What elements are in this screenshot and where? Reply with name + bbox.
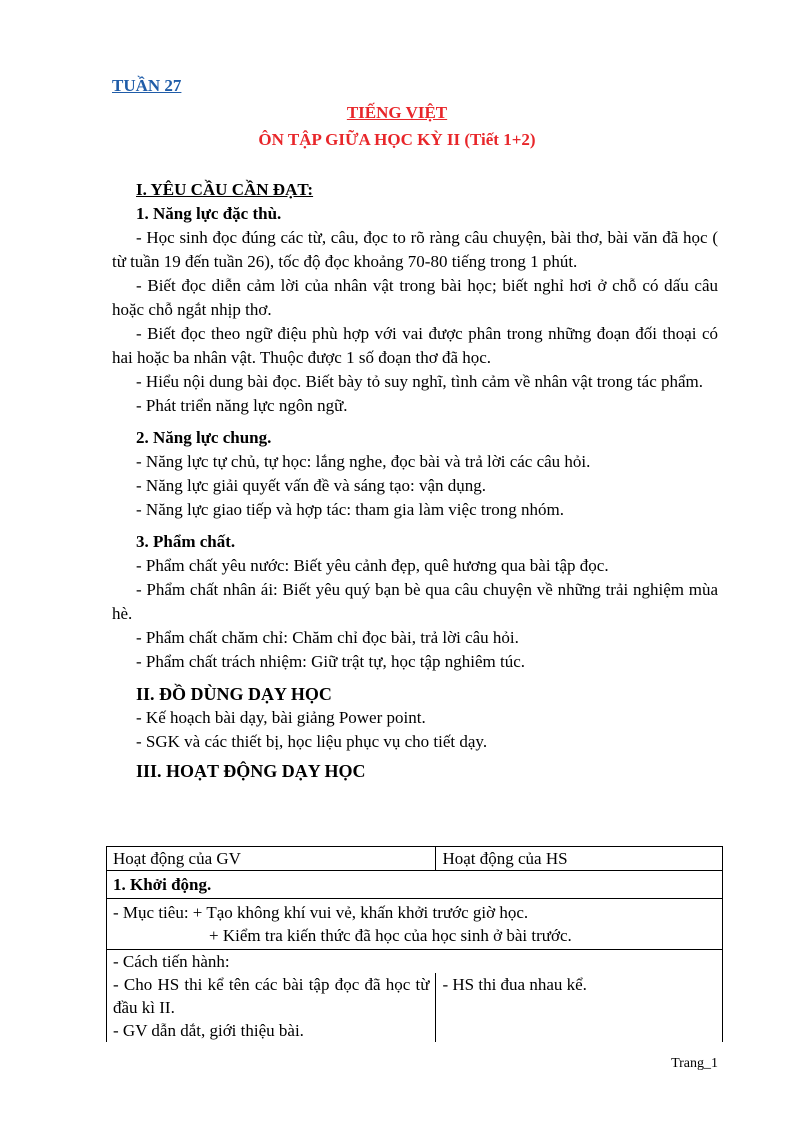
section-materials-heading: II. ĐỒ DÙNG DẠY HỌC: [136, 684, 332, 704]
teacher-step: - GV dẫn dắt, giới thiệu bài.: [113, 1021, 304, 1040]
table-header-row: [107, 847, 723, 871]
activities-table: [106, 846, 723, 1042]
student-step: - HS thi đua nhau kể.: [442, 975, 587, 994]
subject-title: TIẾNG VIỆT: [346, 103, 448, 122]
objective-cell: [107, 899, 723, 950]
objective-line: + Kiểm tra kiến thức đã học của học sinh ở bài trước.: [209, 926, 572, 945]
section-requirements-heading: I. YÊU CẦU CẦN ĐẠT:: [136, 180, 314, 199]
list-item: - Kế hoạch bài dạy, bài giảng Power point.: [136, 708, 426, 727]
lesson-content: [112, 178, 718, 783]
teacher-activity-cell: [107, 973, 436, 1042]
subsection-specific-competence: 1. Năng lực đặc thù.: [136, 204, 282, 223]
list-item: - Hiểu nội dung bài đọc. Biết bày tỏ suy nghĩ, tình cảm về nhân vật trong tác phẩm.: [136, 372, 704, 391]
table-row: [107, 871, 723, 899]
list-item: - Năng lực giải quyết vấn đề và sáng tạo: vận dụng.: [136, 476, 487, 495]
student-activity-cell: [436, 973, 723, 1042]
week-label: TUẦN 27: [112, 76, 182, 95]
column-header-student: Hoạt động của HS: [436, 847, 723, 871]
list-item: - Phẩm chất nhân ái: Biết yêu quý bạn bè qua câu chuyện về những trải nghiệm mùa hè.: [112, 580, 718, 623]
section-activities-heading: III. HOẠT ĐỘNG DẠY HỌC: [136, 761, 366, 781]
list-item: - Biết đọc diễn cảm lời của nhân vật trong bài học; biết nghỉ hơi ở chỗ có dấu câu hoặc chỗ ngắt nhịp thơ.: [112, 276, 718, 319]
list-item: - Phát triển năng lực ngôn ngữ.: [136, 396, 348, 415]
list-item: - Học sinh đọc đúng các từ, câu, đọc to rõ ràng câu chuyện, bài thơ, bài văn đã học ( từ tuần 19 đến tuần 26), tốc độ đọc khoảng 70-80 tiếng trong 1 phút.: [112, 228, 718, 271]
subsection-qualities: 3. Phẩm chất.: [136, 532, 236, 551]
table-row: [107, 950, 723, 974]
column-header-teacher: Hoạt động của GV: [107, 847, 436, 871]
list-item: - Phẩm chất yêu nước: Biết yêu cảnh đẹp, quê hương qua bài tập đọc.: [136, 556, 609, 575]
list-item: - Phẩm chất chăm chỉ: Chăm chỉ đọc bài, trả lời câu hỏi.: [136, 628, 519, 647]
table-row: [107, 973, 723, 1042]
list-item: - Năng lực giao tiếp và hợp tác: tham gia làm việc trong nhóm.: [136, 500, 564, 519]
page-number: Trang_1: [671, 1056, 718, 1071]
table-row: [107, 899, 723, 950]
method-cell: - Cách tiến hành:: [107, 950, 723, 974]
teacher-step: - Cho HS thi kể tên các bài tập đọc đã học từ đầu kì II.: [113, 975, 430, 1017]
list-item: - Biết đọc theo ngữ điệu phù hợp với vai được phân trong những đoạn đối thoại có hai hoặc ba nhân vật. Thuộc được 1 số đoạn thơ đã học.: [112, 324, 718, 367]
lesson-title: ÔN TẬP GIỮA HỌC KỲ II (Tiết 1+2): [258, 130, 536, 149]
list-item: - SGK và các thiết bị, học liệu phục vụ cho tiết dạy.: [136, 732, 488, 751]
subsection-general-competence: 2. Năng lực chung.: [136, 428, 272, 447]
part-warmup-title: 1. Khởi động.: [107, 871, 723, 899]
list-item: - Năng lực tự chủ, tự học: lắng nghe, đọc bài và trả lời các câu hỏi.: [136, 452, 591, 471]
list-item: - Phẩm chất trách nhiệm: Giữ trật tự, học tập nghiêm túc.: [136, 652, 526, 671]
objective-line: - Mục tiêu: + Tạo không khí vui vẻ, khấn khởi trước giờ học.: [113, 903, 529, 922]
